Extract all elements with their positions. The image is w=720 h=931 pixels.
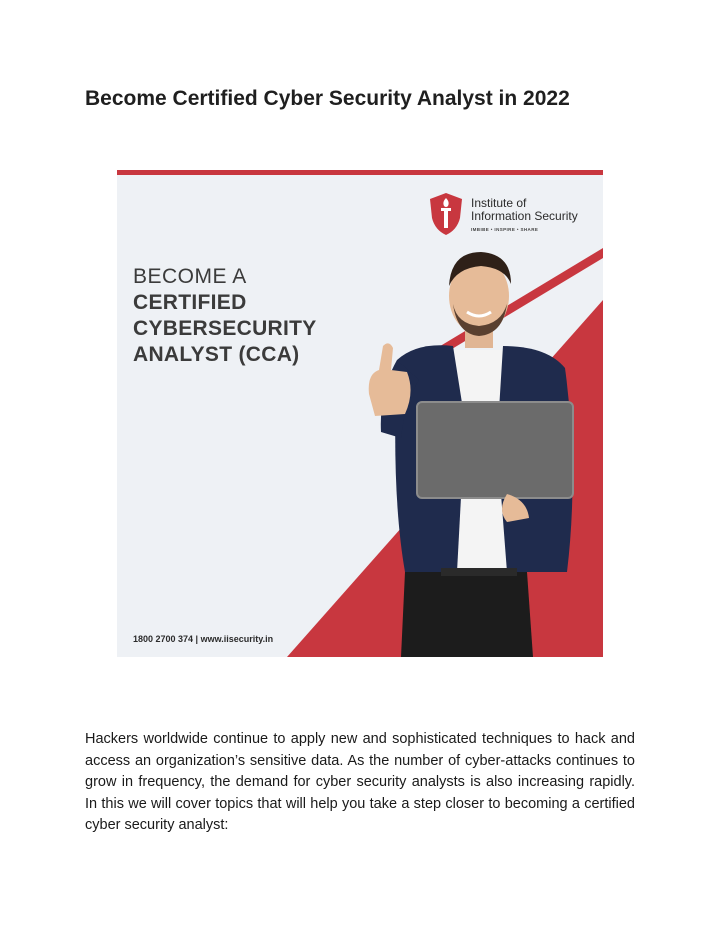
contact-info: 1800 2700 374 | www.iisecurity.in [133, 634, 274, 644]
page-title: Become Certified Cyber Security Analyst in 2022 [85, 87, 570, 110]
banner-image [117, 170, 603, 657]
headline-line-4: ANALYST (CCA) [133, 343, 300, 366]
banner-headline [133, 264, 373, 368]
shield-torch-icon [429, 192, 463, 236]
logo-tagline: IMBIBE • INSPIRE • SHARE [471, 227, 539, 232]
institute-logo [429, 192, 599, 236]
man-with-laptop-illustration [357, 242, 603, 657]
headline-line-2: CERTIFIED [133, 291, 247, 314]
headline-line-3: CYBERSECURITY [133, 317, 317, 340]
logo-name-line1: Institute of [471, 196, 527, 210]
headline-line-1: BECOME A [133, 265, 247, 288]
logo-name-line2: Information Security [471, 209, 578, 223]
intro-paragraph: Hackers worldwide continue to apply new and sophisticated techniques to hack and access an organization’s sensitive data. As the number of cyber-attacks continues to grow in frequency, the demand for cyber security analysts is also increasing rapidly. In this we will cover topics that will help you take a step closer to becoming a certified cyber security analyst: [85, 731, 635, 833]
